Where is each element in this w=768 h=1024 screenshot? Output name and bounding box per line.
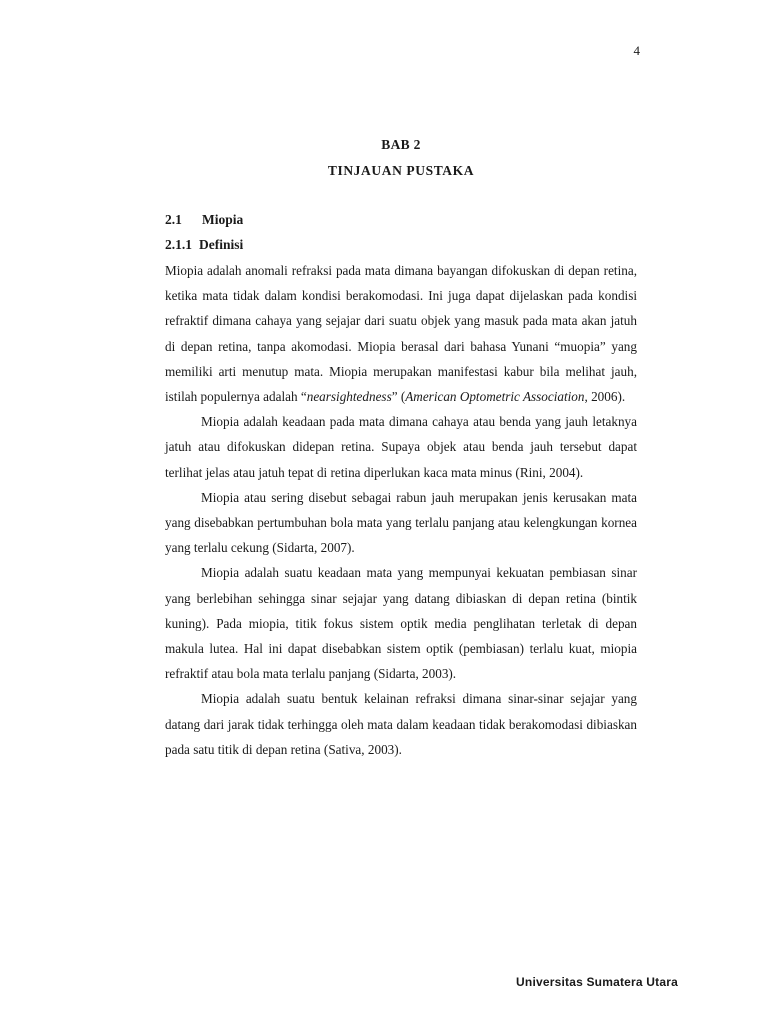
section-heading [165,212,243,228]
paragraph: Miopia adalah suatu bentuk kelainan refraksi dimana sinar-sinar sejajar yang datang dari jarak tidak terhingga oleh mata dalam keadaan tidak berakomodasi dibiaskan pada satu titik di depan retina (Sativa, 2003). [165,691,637,757]
footer-institution: Universitas Sumatera Utara [516,975,678,989]
paragraph [165,258,637,409]
chapter-label: BAB 2 [381,137,421,152]
term-italic: nearsightedness [306,389,392,405]
subsection-heading [165,237,243,253]
paragraph-text: ” ( [391,389,406,405]
citation-source: American Optometric Association [405,389,585,405]
subsection-number: 2.1.1 [165,237,192,252]
paragraph: Miopia atau sering disebut sebagai rabun jauh merupakan jenis kerusakan mata yang disebabkan pertumbuhan bola mata yang terlalu panjang atau kelengkungan kornea yang terlalu cekung (Sidarta, 2007). [165,489,637,556]
page-number: 4 [633,43,640,58]
paragraph-text: Miopia adalah anomali refraksi pada mata dimana bayangan difokuskan di depan retina, ketika mata tidak dalam kondisi berakomodasi. Ini juga dapat dijelaskan pada kondisi refraktif dimana cahaya yang sejajar dari suatu objek yang masuk pada mata akan jatuh di depan retina, tanpa akomodasi. Miopia berasal dari bahasa Yunani “muopia” yang memiliki arti menutup mata. Miopia merupakan manifestasi kabur bila melihat jauh, istilah populernya adalah “ [165,263,637,405]
paragraph: Miopia adalah keadaan pada mata dimana cahaya atau benda yang jauh letaknya jatuh atau difokuskan didepan retina. Supaya objek atau benda jauh tersebut dapat terlihat jelas atau jatuh tepat di retina diperlukan kaca mata minus (Rini, 2004). [165,414,637,480]
section-title: Miopia [202,212,244,227]
paragraph: Miopia adalah suatu keadaan mata yang mempunyai kekuatan pembiasan sinar yang berlebihan sehingga sinar sejajar yang datang dibiaskan di depan retina (bintik kuning). Pada miopia, titik fokus sistem optik media penglihatan terletak di depan makula lutea. Hal ini dapat disebabkan sistem optik (pembiasan) terlalu kuat, miopia refraktif atau bola mata terlalu panjang (Sidarta, 2003). [165,565,637,682]
paragraph-text: , 2006). [584,389,626,405]
body-text [165,258,637,762]
section-number: 2.1 [165,212,182,227]
chapter-title: TINJAUAN PUSTAKA [327,163,475,178]
subsection-title: Definisi [199,237,244,252]
